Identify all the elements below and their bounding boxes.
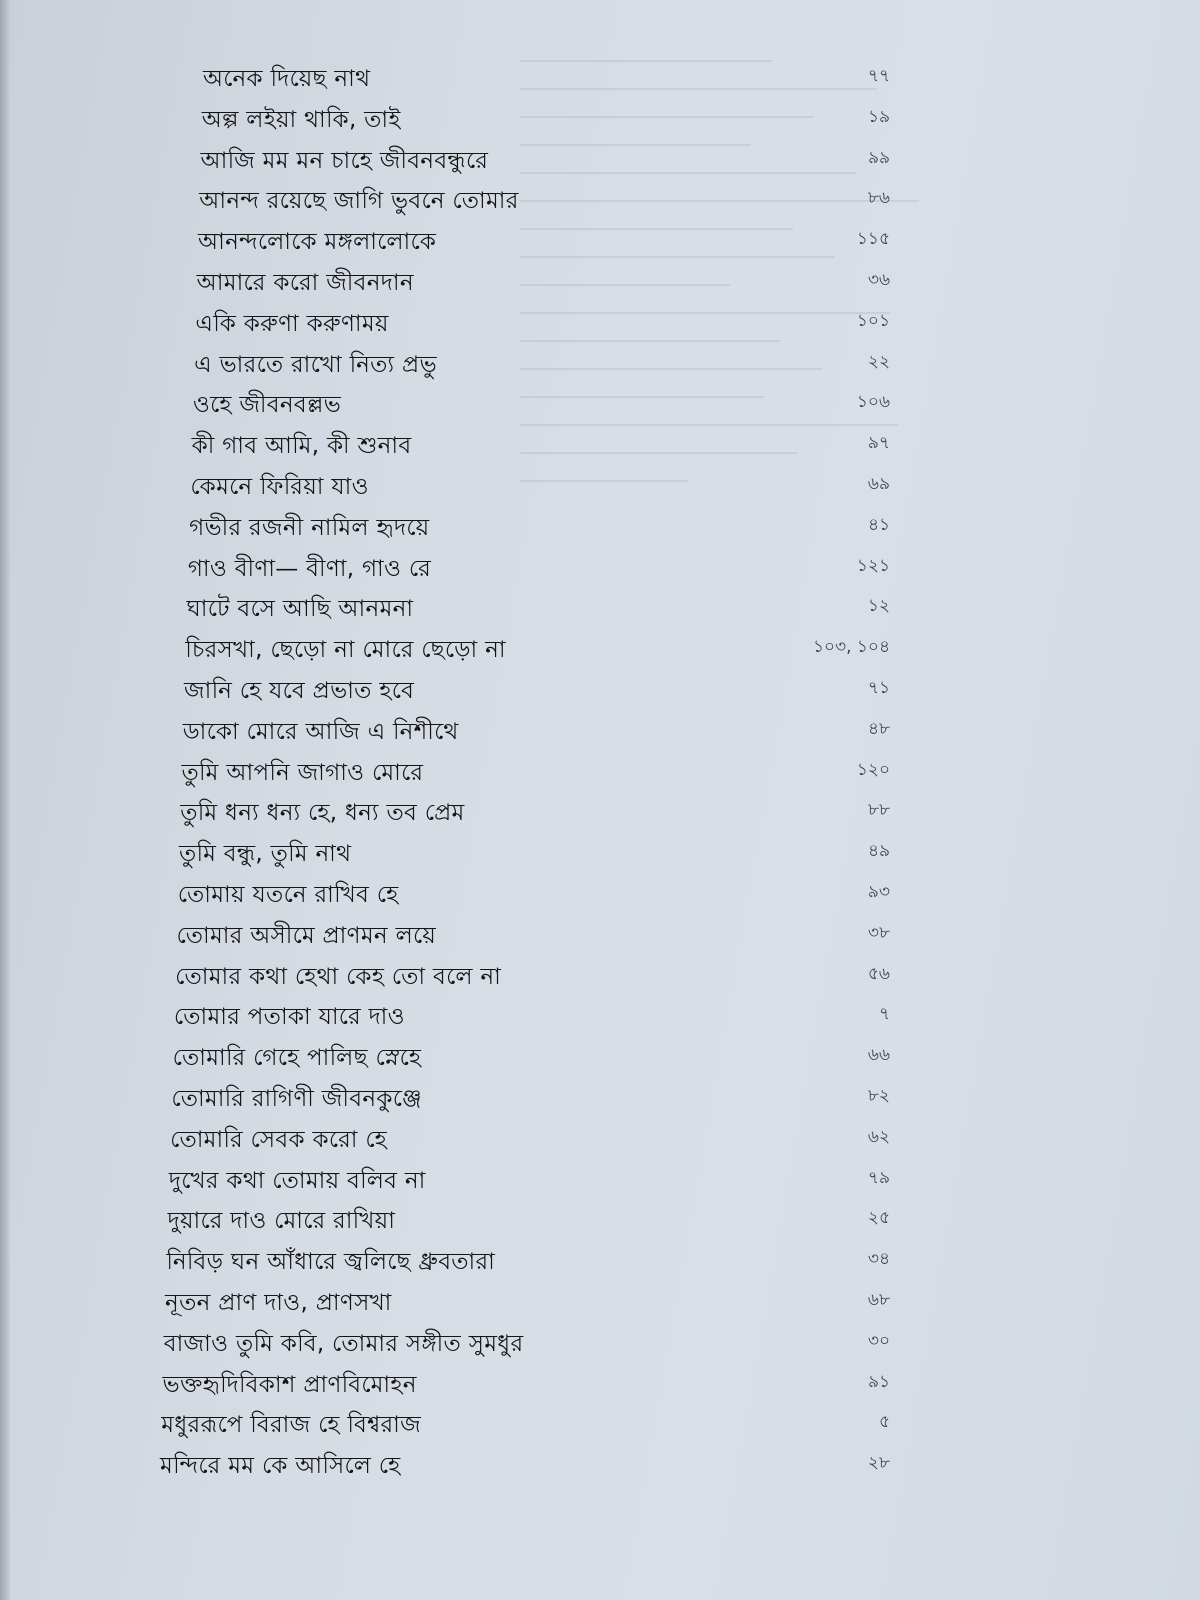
song-title: তোমারি গেহে পালিছ স্নেহে (172, 1045, 422, 1072)
song-title: গাও বীণা— বীণা, গাও রে (187, 555, 432, 582)
index-entry (0, 217, 1200, 257)
page-number: ৯১ (867, 1371, 890, 1392)
index-entry (0, 544, 1200, 584)
index-entry (0, 911, 1200, 951)
song-title: দুখের কথা তোমায় বলিব না (168, 1167, 426, 1194)
song-title: কী গাব আমি, কী শুনাব (191, 433, 412, 460)
song-title: কেমনে ফিরিয়া যাও (190, 474, 369, 500)
page-number: ৭৭ (867, 66, 890, 86)
index-entry (0, 176, 1200, 216)
page-number: ৮৬ (867, 188, 890, 209)
song-title: তোমার কথা হেথা কেহ তো বলে না (175, 963, 502, 990)
page-number: ১২০ (856, 759, 890, 780)
page-number: ১২১ (856, 555, 890, 576)
index-entry (0, 299, 1200, 339)
index-entry (0, 54, 1200, 94)
page-number: ৬২ (867, 1126, 890, 1147)
index-entry (0, 95, 1200, 135)
song-title: ডাকো মোরে আজি এ নিশীথে (182, 718, 459, 745)
index-entry (0, 1237, 1200, 1277)
page-number: ৯৯ (867, 147, 890, 168)
index-entry (0, 380, 1200, 420)
page-number: ৩০ (867, 1330, 890, 1351)
song-title: আমারে করো জীবনদান (196, 270, 414, 296)
index-entry (0, 1156, 1200, 1196)
index-entry (0, 1196, 1200, 1236)
song-title: আনন্দলোকে মঙ্গলালোকে (197, 229, 437, 256)
index-entry (0, 829, 1200, 869)
song-title: নিবিড় ঘন আঁধারে জ্বলিছে ধ্রুবতারা (166, 1249, 496, 1276)
page-number: ৮৮ (867, 800, 890, 821)
song-title: তুমি ধন্য ধন্য হে, ধন্য তব প্রেম (180, 800, 465, 827)
song-title: আনন্দ রয়েছে জাগি ভুবনে তোমার (199, 188, 519, 215)
page-number: ১০১ (856, 310, 890, 331)
page-number: ১১৫ (856, 229, 890, 250)
page-number: ১০৩, ১০৪ (812, 637, 890, 658)
index-entry (0, 707, 1200, 747)
song-title: তোমার অসীমে প্রাণমন লয়ে (176, 922, 437, 949)
page-number: ৯৭ (867, 433, 890, 454)
index-entry (0, 870, 1200, 910)
page-number: ১৯ (867, 106, 890, 127)
song-title: নূতন প্রাণ দাও, প্রাণসখা (165, 1290, 392, 1316)
song-title: বাজাও তুমি কবি, তোমার সঙ্গীত সুমধুর (163, 1330, 524, 1357)
index-entry (0, 788, 1200, 828)
song-title: অল্প লইয়া থাকি, তাই (201, 106, 401, 133)
page-number: ৫ (878, 1412, 890, 1433)
song-title: তুমি আপনি জাগাও মোরে (181, 759, 424, 786)
index-entry (0, 258, 1200, 298)
page-number: ৬৯ (867, 474, 890, 494)
page-number: ৩৬ (867, 270, 890, 290)
index-entry (0, 748, 1200, 788)
index-entry (0, 340, 1200, 380)
page-number: ২৫ (867, 1208, 890, 1229)
page-number: ৩৮ (867, 922, 890, 943)
index-entry (0, 1115, 1200, 1155)
song-title: একি করুণা করুণাময় (195, 310, 389, 337)
page-number: ৮২ (867, 1086, 890, 1106)
page-number: ৭৯ (867, 1167, 890, 1188)
page-number: ২২ (867, 351, 890, 372)
song-title: মন্দিরে মম কে আসিলে হে (160, 1453, 401, 1480)
page-number: ৬৬ (867, 1045, 890, 1066)
index-entry (0, 1400, 1200, 1440)
page-number: ৯৩ (867, 882, 890, 902)
index-entry (0, 1360, 1200, 1400)
page-number: ৬৮ (867, 1290, 890, 1310)
index-entry (0, 666, 1200, 706)
song-title: তোমায় যতনে রাখিব হে (177, 882, 399, 908)
page-number: ৭১ (867, 678, 890, 698)
page-number: ৭ (878, 1004, 890, 1025)
song-title: গভীর রজনী নামিল হৃদয়ে (189, 514, 430, 541)
song-title: এ ভারতে রাখো নিত্য প্রভু (194, 351, 437, 378)
index-entry (0, 136, 1200, 176)
page-number: ৪৮ (867, 718, 890, 739)
index-entry (0, 421, 1200, 461)
page-number: ২৮ (867, 1453, 890, 1474)
index-entry (0, 503, 1200, 543)
song-title: চিরসখা, ছেড়ো না মোরে ছেড়ো না (185, 637, 506, 664)
page-number: ৩৪ (867, 1249, 890, 1270)
song-title: তুমি বন্ধু, তুমি নাথ (178, 841, 352, 868)
page-number: ১২ (867, 596, 890, 617)
index-entry (0, 584, 1200, 624)
song-title: তোমার পতাকা যারে দাও (173, 1004, 405, 1031)
index-entry (0, 992, 1200, 1032)
index-entry (0, 462, 1200, 502)
song-title: অনেক দিয়েছ নাথ (203, 66, 371, 92)
index-entry (0, 1074, 1200, 1114)
index-entry (0, 952, 1200, 992)
index-entry (0, 1319, 1200, 1359)
page-number: ৪৯ (867, 841, 890, 862)
page-number: ৪১ (867, 514, 890, 535)
index-entry (0, 1033, 1200, 1073)
song-title: তোমারি সেবক করো হে (170, 1126, 388, 1153)
song-title: জানি হে যবে প্রভাত হবে (184, 678, 415, 704)
song-title: ভক্তহৃদিবিকাশ প্রাণবিমোহন (162, 1371, 417, 1398)
song-title: তোমারি রাগিণী জীবনকুঞ্জে (171, 1086, 422, 1112)
song-title: মধুররূপে বিরাজ হে বিশ্বরাজ (161, 1412, 422, 1439)
song-title: আজি মম মন চাহে জীবনবন্ধুরে (200, 147, 489, 174)
page-number: ৫৬ (867, 963, 890, 984)
page-number: ১০৬ (856, 392, 890, 413)
index-entry (0, 1441, 1200, 1481)
song-title: ঘাটে বসে আছি আনমনা (186, 596, 414, 623)
index-entry (0, 1278, 1200, 1318)
index-entry (0, 625, 1200, 665)
song-title: দুয়ারে দাও মোরে রাখিয়া (167, 1208, 396, 1235)
song-title: ওহে জীবনবল্লভ (192, 392, 342, 419)
